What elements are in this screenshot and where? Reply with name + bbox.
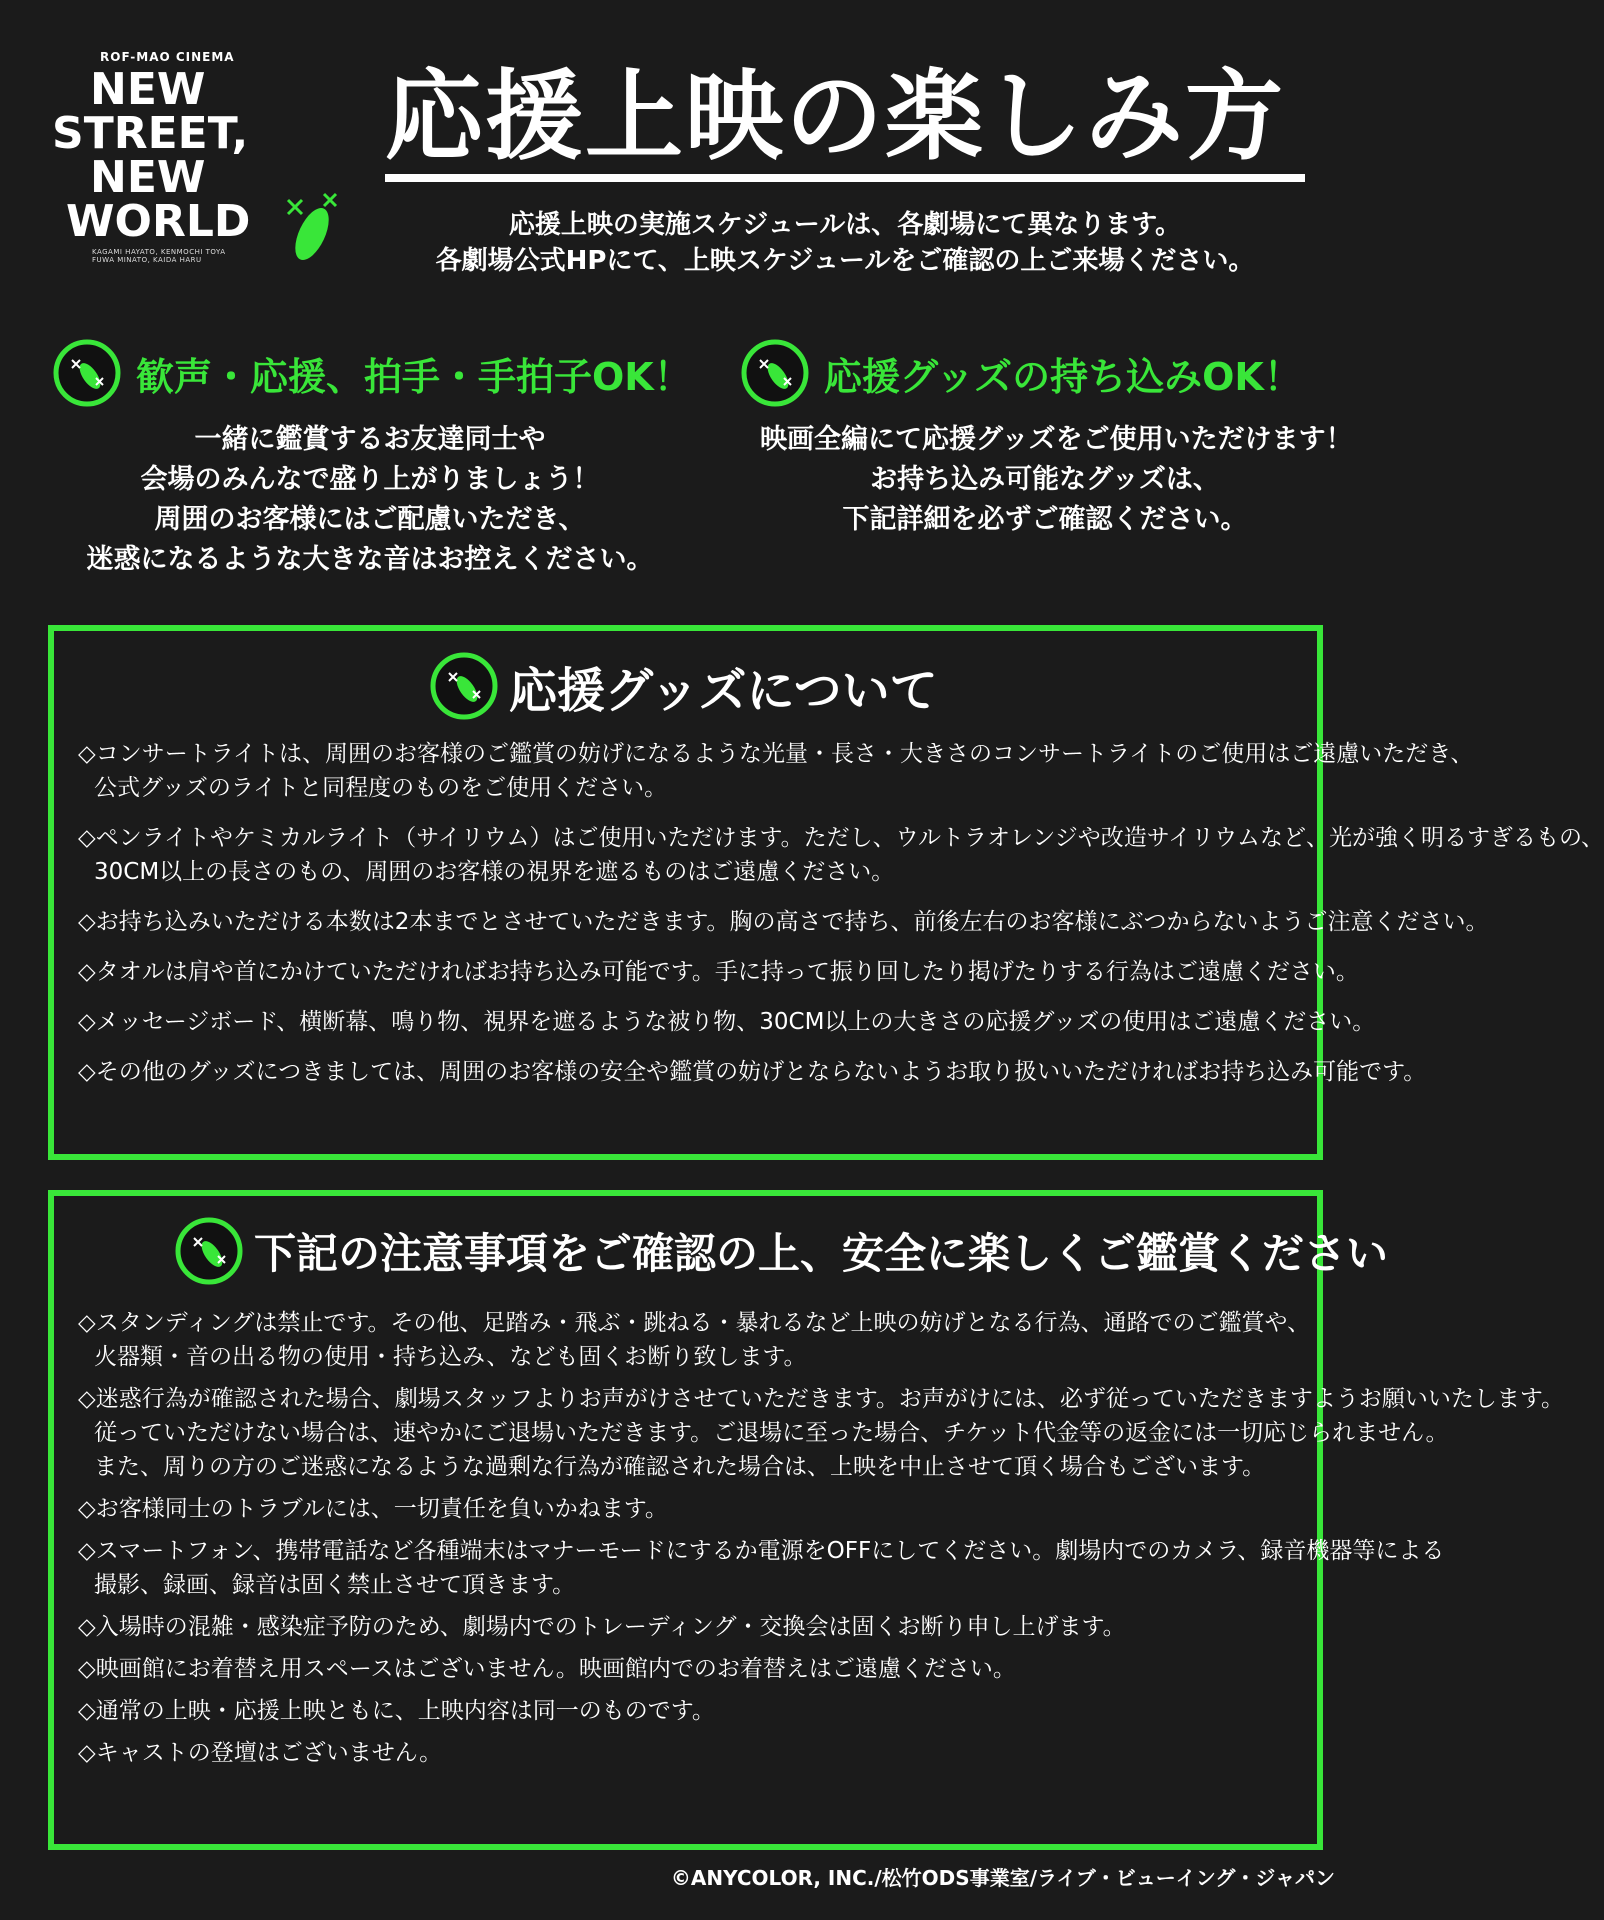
list-item xyxy=(78,1382,1565,1484)
feature-cheering-heading xyxy=(52,338,692,408)
feature-goods-line: 下記詳細を必ずご確認ください。 xyxy=(842,504,1248,535)
feature-goods-line: お持ち込み可能なグッズは、 xyxy=(870,464,1220,495)
notes-list xyxy=(78,1306,1565,1778)
feature-goods-line: 映画全編にて応援グッズをご使用いただけます！ xyxy=(760,424,1353,455)
goods-rules-box xyxy=(48,625,1604,1160)
list-item-line: ◇スマートフォン、携帯電話など各種端末はマナーモードにするか電源をOFFにしてください。劇場内でのカメラ、録音機器等による xyxy=(78,1538,1445,1564)
penlight-emblem-icon xyxy=(429,651,499,721)
logo-line-3: NEW xyxy=(90,152,206,203)
penlight-emblem-icon xyxy=(174,1216,244,1286)
logo-line-4: WORLD xyxy=(66,196,251,247)
list-item xyxy=(78,1492,1298,1526)
feature-goods-title: 応援グッズの持ち込みOK！ xyxy=(824,354,1302,399)
feature-goods-heading xyxy=(740,338,1302,408)
penlight-emblem-icon xyxy=(52,338,122,408)
list-item-line: 撮影、録画、録音は固く禁止させて頂きます。 xyxy=(94,1572,576,1598)
list-item-line: ◇お客様同士のトラブルには、一切責任を負いかねます。 xyxy=(78,1496,668,1522)
list-item-line: ◇コンサートライトは、周囲のお客様のご鑑賞の妨げになるような光量・長さ・大きさのコンサートライトのご使用はご遠慮いただき、 xyxy=(78,741,1474,767)
list-item-line: 火器類・音の出る物の使用・持ち込み、なども固くお断り致します。 xyxy=(94,1344,807,1370)
logo-names-1: KAGAMI HAYATO, KENMOCHI TOYA xyxy=(92,248,226,256)
list-item-line: ◇入場時の混雑・感染症予防のため、劇場内でのトレーディング・交換会は固くお断り申し上げます。 xyxy=(78,1614,1126,1640)
list-item-line: 30CM以上の長さのもの、周囲のお客様の視界を遮るものはご遠慮ください。 xyxy=(94,859,895,885)
list-item xyxy=(78,1306,1311,1374)
list-item-line: ◇タオルは肩や首にかけていただければお持ち込み可能です。手に持って振り回したり掲げたりする行為はご遠慮ください。 xyxy=(78,959,1359,985)
list-item-line: ◇その他のグッズにつきましては、周囲のお客様の安全や鑑賞の妨げとならないようお取り扱いいただければお持ち込み可能です。 xyxy=(78,1059,1427,1085)
list-item xyxy=(78,1055,1427,1089)
list-item xyxy=(78,1652,1298,1686)
feature-cheering-title: 歓声・応援、拍手・手拍子OK！ xyxy=(136,354,692,399)
logo-top-text: ROF-MAO CINEMA xyxy=(100,50,235,64)
list-item xyxy=(78,905,1489,939)
list-item xyxy=(78,1610,1298,1644)
subtitle-line-1: 応援上映の実施スケジュールは、各劇場にて異なります。 xyxy=(508,210,1182,240)
feature-cheering-line: 一緒に鑑賞するお友達同士や xyxy=(194,424,546,455)
goods-rules-title: 応援グッズについて xyxy=(509,662,938,719)
page-title: 応援上映の楽しみ方 xyxy=(385,62,1305,182)
list-item xyxy=(78,1005,1376,1039)
feature-cheering-line: 迷惑になるような大きな音はお控えください。 xyxy=(86,544,654,575)
list-item-line: ◇お持ち込みいただける本数は2本までとさせていただきます。胸の高さで持ち、前後左右のお客様にぶつからないようご注意ください。 xyxy=(78,909,1489,935)
logo-names-2: FUWA MINATO, KAIDA HARU xyxy=(92,256,202,264)
feature-cheering-body xyxy=(60,420,680,580)
logo-line-1: NEW xyxy=(90,64,206,115)
list-item-line: ◇キャストの登壇はございません。 xyxy=(78,1740,443,1766)
penlight-icon xyxy=(274,186,344,276)
goods-rules-heading xyxy=(429,651,938,721)
logo-line-2: STREET, xyxy=(52,108,249,159)
list-item-line: ◇通常の上映・応援上映ともに、上映内容は同一のものです。 xyxy=(78,1698,715,1724)
list-item-line: 公式グッズのライトと同程度のものをご使用ください。 xyxy=(94,775,668,801)
feature-cheering-line: 会場のみんなで盛り上がりましょう！ xyxy=(140,464,600,495)
list-item-line: ◇メッセージボード、横断幕、鳴り物、視界を遮るような被り物、30CM以上の大きさの応援グッズの使用はご遠慮ください。 xyxy=(78,1009,1376,1035)
copyright-notice: ©ANYCOLOR, INC./松竹ODS事業室/ライブ・ビューイング・ジャパン xyxy=(670,1866,1335,1890)
list-item xyxy=(78,1694,1298,1728)
feature-goods-body xyxy=(760,420,1353,540)
list-item-line: また、周りの方のご迷惑になるような過剰な行為が確認された場合は、上映を中止させて頂く場合もございます。 xyxy=(94,1454,1266,1480)
feature-cheering-line: 周囲のお客様にはご配慮いただき、 xyxy=(154,504,586,535)
penlight-emblem-icon xyxy=(740,338,810,408)
notes-title: 下記の注意事項をご確認の上、安全に楽しくご鑑賞ください xyxy=(254,1229,1389,1278)
notes-heading xyxy=(174,1216,1388,1286)
list-item xyxy=(78,1736,1298,1770)
list-item-line: ◇迷惑行為が確認された場合、劇場スタッフよりお声がけさせていただきます。お声がけには、必ず従っていただきますようお願いいたします。 xyxy=(78,1386,1565,1412)
list-item-line: 従っていただけない場合は、速やかにご退場いただきます。ご退場に至った場合、チケット代金等の返金には一切応じられません。 xyxy=(94,1420,1449,1446)
list-item xyxy=(78,737,1474,805)
movie-logo xyxy=(52,50,342,264)
list-item xyxy=(78,821,1604,889)
list-item xyxy=(78,1534,1445,1602)
subtitle-line-2: 各劇場公式HPにて、上映スケジュールをご確認の上ご来場ください。 xyxy=(435,246,1255,276)
list-item-line: ◇ペンライトやケミカルライト（サイリウム）はご使用いただけます。ただし、ウルトラオレンジや改造サイリウムなど、光が強く明るすぎるもの、 xyxy=(78,825,1604,851)
goods-rules-list xyxy=(78,737,1604,1105)
list-item-line: ◇スタンディングは禁止です。その他、足踏み・飛ぶ・跳ねる・暴れるなど上映の妨げとなる行為、通路でのご鑑賞や、 xyxy=(78,1310,1311,1336)
list-item-line: ◇映画館にお着替え用スペースはございません。映画館内でのお着替えはご遠慮ください。 xyxy=(78,1656,1016,1682)
list-item xyxy=(78,955,1359,989)
notes-box xyxy=(48,1190,1565,1850)
